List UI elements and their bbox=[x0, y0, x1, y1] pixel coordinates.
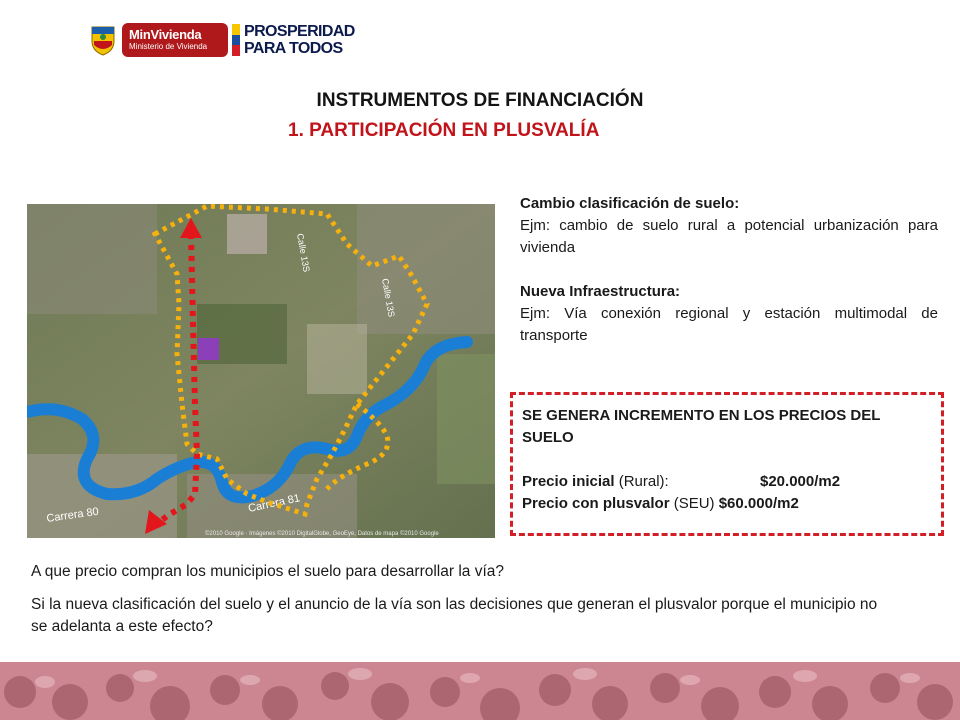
infrastructure-heading: Nueva Infraestructura: bbox=[520, 283, 681, 300]
question-2: Si la nueva clasificación del suelo y el anuncio de la vía son las decisiones que generan el plusvalor porque el municipio no se adelanta a este efecto? bbox=[31, 596, 878, 635]
page-title: INSTRUMENTOS DE FINANCIACIÓN bbox=[316, 90, 644, 111]
infrastructure-text: Ejm: Vía conexión regional y estación multimodal de transporte bbox=[520, 305, 938, 344]
initial-price-value: $20.000/m2 bbox=[760, 473, 841, 490]
surplus-price-qualifier: (SEU) bbox=[669, 495, 715, 512]
minvivienda-badge bbox=[122, 23, 228, 57]
map-illustration bbox=[27, 204, 495, 538]
colombia-seal-icon bbox=[88, 23, 118, 57]
surplus-price-row bbox=[522, 493, 933, 515]
price-headline: SE GENERA INCREMENTO EN LOS PRECIOS DEL SUELO bbox=[522, 407, 881, 446]
label-carrera-81: Carrera 81 bbox=[247, 492, 302, 515]
minvivienda-subtitle: Ministerio de Vivienda bbox=[129, 42, 208, 51]
urban-area-ne bbox=[357, 204, 495, 334]
crowd-illustration bbox=[0, 662, 960, 720]
label-calle-a: Calle 13S bbox=[295, 232, 312, 273]
prosperidad-line1: PROSPERIDAD bbox=[244, 23, 355, 40]
prosperidad-line2: PARA TODOS bbox=[244, 40, 343, 57]
map-attribution: ©2010 Google · Imágenes ©2010 DigitalGlobe, GeoEye, Datos de mapa ©2010 Google bbox=[205, 531, 439, 537]
prosperidad-logo bbox=[232, 22, 355, 58]
urban-area-nw bbox=[27, 204, 157, 314]
question-1: A que precio compran los municipios el suelo para desarrollar la vía? bbox=[31, 563, 504, 580]
info-panel bbox=[520, 193, 938, 347]
page-subtitle: 1. PARTICIPACIÓN EN PLUSVALÍA bbox=[288, 120, 600, 141]
crowd-photo-band bbox=[0, 662, 960, 720]
soil-change-heading: Cambio clasificación de suelo: bbox=[520, 195, 740, 212]
initial-price-qualifier: (Rural): bbox=[614, 473, 669, 490]
label-calle-b: Calle 13S bbox=[380, 277, 397, 318]
soil-change-text: Ejm: cambio de suelo rural a potencial urbanización para vivienda bbox=[520, 217, 938, 256]
surplus-price-value: $60.000/m2 bbox=[718, 495, 799, 512]
label-carrera-80: Carrera 80 bbox=[45, 505, 100, 525]
colombia-flag-icon bbox=[232, 24, 240, 56]
building-block bbox=[227, 214, 267, 254]
price-increase-box bbox=[510, 392, 944, 536]
initial-price-row bbox=[522, 471, 933, 493]
field-2 bbox=[307, 324, 367, 394]
initial-price-label: Precio inicial bbox=[522, 473, 615, 490]
satellite-map bbox=[27, 204, 495, 538]
station-marker bbox=[198, 338, 219, 360]
field-3 bbox=[437, 354, 495, 484]
minvivienda-title: MinVivienda bbox=[129, 27, 202, 42]
surplus-price-label: Precio con plusvalor bbox=[522, 495, 670, 512]
minvivienda-logo bbox=[88, 20, 230, 60]
